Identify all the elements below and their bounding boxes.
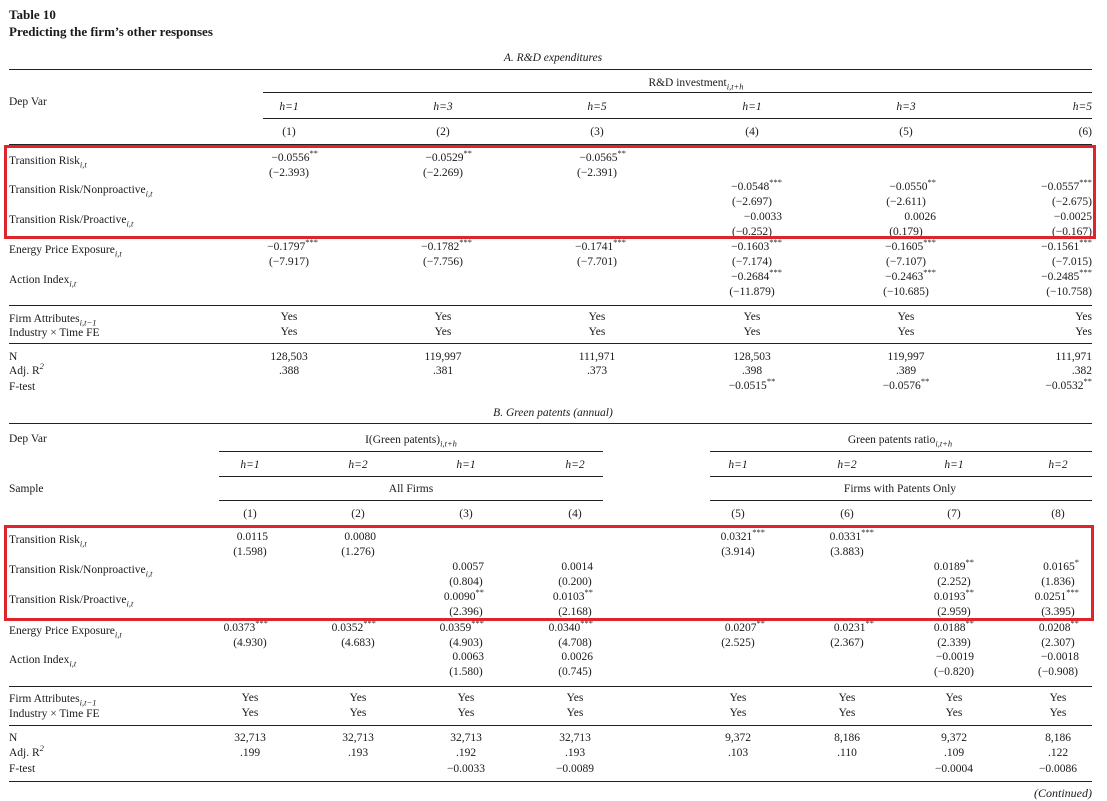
coef-cell: −0.1741*** <box>575 237 626 253</box>
rule <box>263 92 1092 93</box>
row-label-industry-fe: Industry × Time FE <box>9 708 100 720</box>
row-label-epe: Energy Price Exposure$_{i,t}$ <box>9 244 122 259</box>
cell-adjr: .103 <box>727 747 749 759</box>
cell-n: 9,372 <box>941 732 967 744</box>
cell-firm_attr: Yes <box>897 311 915 323</box>
panel-a-dep-var-label: Dep Var <box>9 96 47 108</box>
row-label-tr: Transition Risk$_{i,t}$ <box>9 155 87 170</box>
t-stat-cell: (−2.393) <box>268 167 310 179</box>
t-stat-cell: (0.200) <box>558 576 592 588</box>
panel-b-col-num: (8) <box>1051 508 1065 520</box>
cell-adjr: .389 <box>895 365 917 377</box>
cell-ind_fe: Yes <box>280 326 298 338</box>
t-stat-cell: (3.914) <box>721 546 755 558</box>
t-stat-cell: (4.708) <box>558 637 592 649</box>
cell-adjr: .398 <box>741 365 763 377</box>
t-stat-cell: (0.804) <box>449 576 483 588</box>
panel-a-col-num: (4) <box>745 126 759 138</box>
cell-adjr: .192 <box>455 747 477 759</box>
rule <box>9 781 1092 782</box>
coef-cell: −0.0550** <box>889 177 936 193</box>
cell-ftest: −0.0033 <box>446 763 486 775</box>
coef-cell: −0.0025 <box>1053 211 1092 223</box>
t-stat-cell: (0.179) <box>889 226 923 238</box>
coef-cell: 0.0208** <box>1038 618 1079 634</box>
coef-cell: 0.0352*** <box>331 618 376 634</box>
coef-cell: −0.2684*** <box>731 267 782 283</box>
t-stat-cell: (−11.879) <box>729 286 775 298</box>
t-stat-cell: (2.367) <box>830 637 864 649</box>
sample-label: Sample <box>9 483 44 495</box>
t-stat-cell: (−2.611) <box>886 196 926 208</box>
coef-cell: −0.2485*** <box>1041 267 1092 283</box>
t-stat-cell: (1.580) <box>449 666 483 678</box>
coef-cell: 0.0251*** <box>1034 587 1079 603</box>
t-stat-cell: (1.598) <box>233 546 267 558</box>
cell-ftest: −0.0089 <box>555 763 595 775</box>
cell-firm_attr: Yes <box>588 311 606 323</box>
cell-n: 9,372 <box>725 732 751 744</box>
t-stat-cell: (−10.758) <box>1046 286 1092 298</box>
coef-cell: −0.0557*** <box>1041 177 1092 193</box>
t-stat-cell: (−0.820) <box>933 666 975 678</box>
cell-ind_fe: Yes <box>945 707 963 719</box>
t-stat-cell: (3.395) <box>1041 606 1075 618</box>
cell-n: 128,503 <box>733 351 771 363</box>
t-stat-cell: (−0.908) <box>1037 666 1079 678</box>
panel-a-col-num: (6) <box>1078 126 1092 138</box>
t-stat-cell: (−7.917) <box>268 256 310 268</box>
cell-ftest: −0.0086 <box>1038 763 1078 775</box>
t-stat-cell: (2.252) <box>937 576 971 588</box>
cell-firm_attr: Yes <box>945 692 963 704</box>
row-label-industry-fe: Industry × Time FE <box>9 327 100 339</box>
t-stat-cell: (−10.685) <box>883 286 929 298</box>
rule <box>710 451 1092 452</box>
cell-firm_attr: Yes <box>838 692 856 704</box>
coef-cell: 0.0026 <box>561 651 593 663</box>
panel-a-title: A. R&D expenditures <box>503 52 603 64</box>
row-label-n: N <box>9 732 18 744</box>
panel-a-h-label: h=5 <box>587 101 607 113</box>
coef-cell: 0.0188** <box>933 618 974 634</box>
cell-firm_attr: Yes <box>1049 692 1067 704</box>
panel-b-col-num: (7) <box>947 508 961 520</box>
coef-cell: 0.0090** <box>443 587 484 603</box>
coef-cell: −0.0018 <box>1040 651 1079 663</box>
panel-a-dep-var: R&D investment$_{i,t+h}$ <box>648 77 744 92</box>
highlight-box-panel-a <box>4 145 1096 239</box>
cell-n: 8,186 <box>834 732 860 744</box>
coef-cell: −0.0019 <box>935 651 974 663</box>
coef-cell: −0.1603*** <box>731 237 782 253</box>
cell-ftest: −0.0515** <box>728 376 776 392</box>
rule <box>9 686 1092 687</box>
t-stat-cell: (2.525) <box>721 637 755 649</box>
row-label-ai: Action Index$_{i,t}$ <box>9 654 77 669</box>
panel-b-h-label: h=2 <box>565 459 585 471</box>
cell-ind_fe: Yes <box>729 707 747 719</box>
cell-ftest: −0.0576** <box>882 376 930 392</box>
coef-cell: 0.0193** <box>933 587 974 603</box>
panel-a-h-label: h=5 <box>1072 101 1092 113</box>
cell-firm_attr: Yes <box>1075 311 1092 323</box>
row-label-trp: Transition Risk/Proactive$_{i,t}$ <box>9 594 134 609</box>
coef-cell: −0.0529** <box>425 148 472 164</box>
panel-b-h-label: h=2 <box>837 459 857 471</box>
row-label-f-test: F-test <box>9 381 36 393</box>
cell-ftest: −0.0532** <box>1045 376 1092 392</box>
rule <box>9 725 1092 726</box>
coef-cell: 0.0014 <box>561 561 593 573</box>
rule <box>263 118 1092 119</box>
sample-patent-firms: Firms with Patents Only <box>843 483 957 495</box>
coef-cell: 0.0103** <box>552 587 593 603</box>
panel-b-title: B. Green patents (annual) <box>493 407 613 419</box>
rule <box>710 500 1092 501</box>
row-label-firm-attributes: Firm Attributes$_{i,t-1}$ <box>9 693 97 708</box>
rule <box>9 343 1092 344</box>
t-stat-cell: (−7.015) <box>1051 256 1092 268</box>
coef-cell: 0.0165* <box>1043 557 1079 573</box>
t-stat-cell: (−7.701) <box>576 256 618 268</box>
panel-b-dep-var-right: Green patents ratio$_{i,t+h}$ <box>847 434 953 449</box>
rule <box>219 500 603 501</box>
panel-a-h-label: h=1 <box>742 101 762 113</box>
cell-adjr: .193 <box>347 747 369 759</box>
t-stat-cell: (2.959) <box>937 606 971 618</box>
coef-cell: 0.0063 <box>452 651 484 663</box>
cell-firm_attr: Yes <box>280 311 298 323</box>
panel-a-col-num: (5) <box>899 126 913 138</box>
panel-a-h-label: h=3 <box>896 101 916 113</box>
row-label-trn: Transition Risk/Nonproactive$_{i,t}$ <box>9 564 153 579</box>
t-stat-cell: (2.168) <box>558 606 592 618</box>
row-label-trp: Transition Risk/Proactive$_{i,t}$ <box>9 214 134 229</box>
cell-n: 111,971 <box>1055 351 1092 363</box>
rule <box>9 305 1092 306</box>
cell-firm_attr: Yes <box>729 692 747 704</box>
coef-cell: −0.0033 <box>743 211 782 223</box>
panel-b-h-label: h=1 <box>240 459 260 471</box>
coef-cell: −0.0556** <box>271 148 318 164</box>
coef-cell: 0.0115 <box>236 531 268 543</box>
panel-b-col-num: (3) <box>459 508 473 520</box>
panel-b-col-num: (1) <box>243 508 257 520</box>
cell-ind_fe: Yes <box>241 707 259 719</box>
panel-a-col-num: (2) <box>436 126 450 138</box>
cell-ind_fe: Yes <box>838 707 856 719</box>
panel-b-h-label: h=1 <box>728 459 748 471</box>
cell-ind_fe: Yes <box>434 326 452 338</box>
coef-cell: 0.0057 <box>452 561 484 573</box>
panel-b-dep-var-label: Dep Var <box>9 433 47 445</box>
coef-cell: 0.0231** <box>833 618 874 634</box>
panel-b-col-num: (4) <box>568 508 582 520</box>
cell-adjr: .122 <box>1047 747 1069 759</box>
cell-n: 119,997 <box>887 351 925 363</box>
cell-n: 128,503 <box>270 351 308 363</box>
panel-b-h-label: h=2 <box>1048 459 1068 471</box>
cell-n: 32,713 <box>234 732 266 744</box>
cell-ind_fe: Yes <box>457 707 475 719</box>
cell-ind_fe: Yes <box>897 326 915 338</box>
cell-firm_attr: Yes <box>434 311 452 323</box>
panel-a-col-num: (1) <box>282 126 296 138</box>
panel-b-dep-var-left: I(Green $patents)_{i,t+h}$ <box>365 434 457 449</box>
coef-cell: −0.2463*** <box>885 267 936 283</box>
t-stat-cell: (3.883) <box>830 546 864 558</box>
coef-cell: 0.0189** <box>933 557 974 573</box>
coef-cell: 0.0207** <box>724 618 765 634</box>
coef-cell: 0.0359*** <box>439 618 484 634</box>
row-label-adj-r2: Adj. $R^2$ <box>9 743 44 759</box>
t-stat-cell: (−2.697) <box>731 196 773 208</box>
panel-b-col-num: (2) <box>351 508 365 520</box>
cell-firm_attr: Yes <box>457 692 475 704</box>
t-stat-cell: (−2.269) <box>422 167 464 179</box>
cell-n: 32,713 <box>342 732 374 744</box>
row-label-ai: Action Index$_{i,t}$ <box>9 274 77 289</box>
panel-b-h-label: h=2 <box>348 459 368 471</box>
t-stat-cell: (2.307) <box>1041 637 1075 649</box>
panel-a-h-label: h=3 <box>433 101 453 113</box>
t-stat-cell: (−7.174) <box>731 256 773 268</box>
panel-a-col-num: (3) <box>590 126 604 138</box>
coef-cell: −0.0548*** <box>731 177 782 193</box>
panel-b-h-label: h=1 <box>456 459 476 471</box>
t-stat-cell: (0.745) <box>558 666 592 678</box>
cell-adjr: .388 <box>278 365 300 377</box>
row-label-adj-r2: Adj. $R^2$ <box>9 361 44 377</box>
cell-adjr: .373 <box>586 365 608 377</box>
sample-all-firms: All Firms <box>388 483 434 495</box>
rule <box>9 69 1092 70</box>
coef-cell: 0.0373*** <box>223 618 268 634</box>
cell-n: 32,713 <box>559 732 591 744</box>
coef-cell: −0.1782*** <box>421 237 472 253</box>
coef-cell: 0.0080 <box>344 531 376 543</box>
coef-cell: −0.1797*** <box>267 237 318 253</box>
cell-ind_fe: Yes <box>1049 707 1067 719</box>
coef-cell: 0.0321*** <box>720 527 765 543</box>
cell-ftest: −0.0004 <box>934 763 974 775</box>
coef-cell: −0.1561*** <box>1041 237 1092 253</box>
cell-n: 32,713 <box>450 732 482 744</box>
coef-cell: −0.1605*** <box>885 237 936 253</box>
t-stat-cell: (4.930) <box>233 637 267 649</box>
continued-note: (Continued) <box>1034 786 1092 800</box>
t-stat-cell: (−7.756) <box>422 256 464 268</box>
row-label-epe: Energy Price Exposure$_{i,t}$ <box>9 625 122 640</box>
t-stat-cell: (−2.675) <box>1051 196 1092 208</box>
t-stat-cell: (2.339) <box>937 637 971 649</box>
cell-n: 8,186 <box>1045 732 1071 744</box>
t-stat-cell: (1.836) <box>1041 576 1075 588</box>
cell-n: 119,997 <box>424 351 462 363</box>
t-stat-cell: (1.276) <box>341 546 375 558</box>
t-stat-cell: (−2.391) <box>576 167 618 179</box>
row-label-firm-attributes: Firm Attributes$_{i,t-1}$ <box>9 313 97 328</box>
cell-n: 111,971 <box>578 351 616 363</box>
row-label-f-test: F-test <box>9 763 36 775</box>
cell-ind_fe: Yes <box>1075 326 1092 338</box>
cell-ind_fe: Yes <box>743 326 761 338</box>
highlight-box-panel-b <box>4 525 1094 621</box>
t-stat-cell: (−0.167) <box>1051 226 1092 238</box>
cell-ind_fe: Yes <box>566 707 584 719</box>
cell-adjr: .110 <box>837 747 857 759</box>
coef-cell: 0.0340*** <box>548 618 593 634</box>
rule <box>219 451 603 452</box>
rule <box>9 423 1092 424</box>
t-stat-cell: (−7.107) <box>885 256 927 268</box>
cell-ind_fe: Yes <box>588 326 606 338</box>
row-label-n: N <box>9 351 18 363</box>
panel-b-col-num: (6) <box>840 508 854 520</box>
row-label-trn: Transition Risk/Nonproactive$_{i,t}$ <box>9 184 153 199</box>
cell-adjr: .381 <box>432 365 454 377</box>
rule <box>710 476 1092 477</box>
cell-firm_attr: Yes <box>349 692 367 704</box>
panel-b-h-label: h=1 <box>944 459 964 471</box>
cell-firm_attr: Yes <box>566 692 584 704</box>
coef-cell: 0.0331*** <box>829 527 874 543</box>
cell-adjr: .193 <box>564 747 586 759</box>
cell-adjr: .382 <box>1071 365 1092 377</box>
t-stat-cell: (−0.252) <box>731 226 773 238</box>
row-label-tr: Transition Risk$_{i,t}$ <box>9 534 87 549</box>
cell-adjr: .109 <box>943 747 965 759</box>
panel-b-col-num: (5) <box>731 508 745 520</box>
panel-a-h-label: h=1 <box>279 101 299 113</box>
cell-adjr: .199 <box>239 747 261 759</box>
rule <box>219 476 603 477</box>
t-stat-cell: (4.903) <box>449 637 483 649</box>
t-stat-cell: (2.396) <box>449 606 483 618</box>
cell-ind_fe: Yes <box>349 707 367 719</box>
cell-firm_attr: Yes <box>241 692 259 704</box>
coef-cell: −0.0565** <box>579 148 626 164</box>
table-title: Predicting the firm’s other responses <box>9 24 213 39</box>
coef-cell: 0.0026 <box>904 211 936 223</box>
t-stat-cell: (4.683) <box>341 637 375 649</box>
cell-firm_attr: Yes <box>743 311 761 323</box>
table-label: Table 10 <box>9 7 56 22</box>
